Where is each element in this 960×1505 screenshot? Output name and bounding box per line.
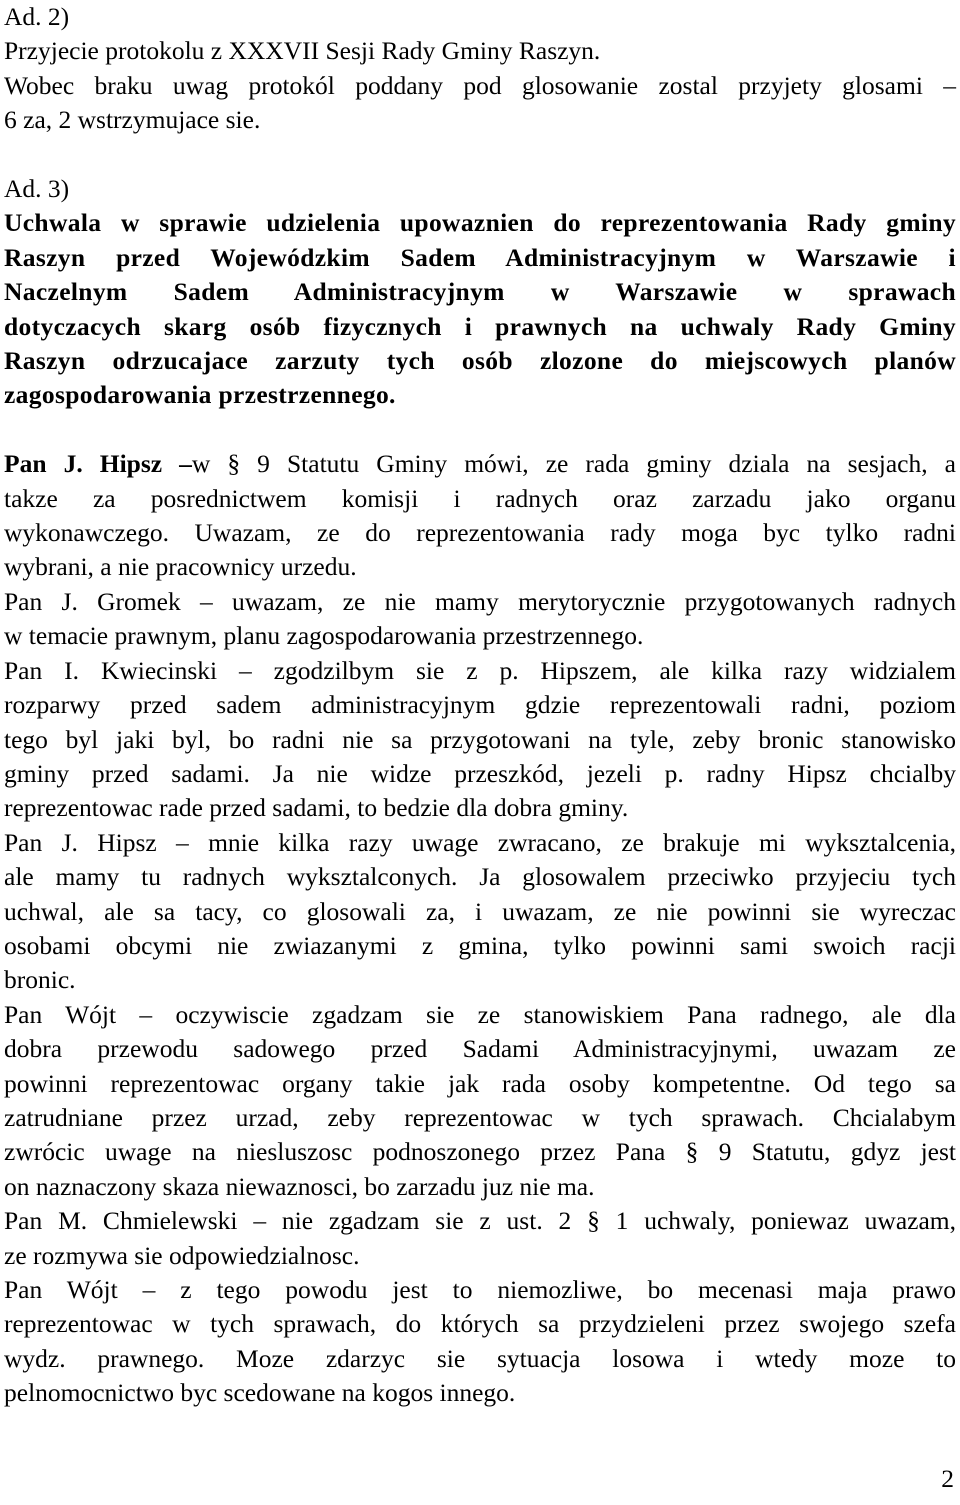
- discussion-line: Pan I. Kwiecinski – zgodzilbym sie z p. Hipszem, ale kilka razy widzialem: [4, 655, 956, 685]
- discussion-line: osobami obcymi nie zwiazanymi z gmina, tylko powinni sami swoich racji: [4, 930, 956, 960]
- section-3-heading: Ad. 3): [4, 174, 70, 204]
- discussion-line: Pan J. Gromek – uwazam, ze nie mamy merytorycznie przygotowanych radnych: [4, 586, 956, 616]
- paragraph-gap: [4, 413, 956, 447]
- discussion-line: ale mamy tu radnych wyksztalconych. Ja glosowalem przeciwko przyjeciu tych: [4, 862, 956, 892]
- speaker-name: Pan J. Hipsz: [4, 449, 163, 479]
- discussion-line: takze za posrednictwem komisji i radnych oraz zarzadu jako organu: [4, 483, 956, 513]
- discussion-line: wybrani, a nie pracownicy urzedu.: [4, 552, 357, 582]
- section-2-line-1: Przyjecie protokolu z XXXVII Sesji Rady Gminy Raszyn.: [4, 36, 601, 66]
- discussion-line: powinni reprezentowac organy takie jak rada osoby kompetentne. Od tego sa: [4, 1068, 956, 1098]
- page-number: 2: [941, 1464, 954, 1493]
- paragraph-gap: [4, 138, 956, 172]
- discussion-line: zatrudniane przez urzad, zeby reprezentowac w tych sprawach. Chcialabym: [4, 1102, 956, 1132]
- discussion-line: w temacie prawnym, planu zagospodarowania przestrzennego.: [4, 621, 644, 651]
- discussion-line: rozparwy przed sadem administracyjnym gdzie reprezentowali radni, poziom: [4, 690, 956, 720]
- discussion-line: tego byl jaki byl, bo radni nie sa przygotowani na tyle, zeby bronic stanowisko: [4, 724, 956, 754]
- section-2-heading: Ad. 2): [4, 2, 70, 31]
- discussion-line: Pan M. Chmielewski – nie zgadzam sie z ust. 2 § 1 uchwaly, poniewaz uwazam,: [4, 1206, 956, 1236]
- discussion-line: bronic.: [4, 965, 76, 995]
- discussion-line: Pan J. Hipsz – mnie kilka razy uwage zwracano, ze brakuje mi wyksztalcenia,: [4, 827, 956, 857]
- discussion-line: wydz. prawnego. Moze zdarzyc sie sytuacja losowa i wtedy moze to: [4, 1343, 956, 1373]
- discussion-line: zwrócic uwage na niesluszosc podnoszonego przez Pana § 9 Statutu, gdyz jest: [4, 1137, 956, 1167]
- discussion-line: reprezentowac rade przed sadami, to bedzie dla dobra gminy.: [4, 793, 629, 823]
- section-2-line-2: Wobec braku uwag protokól poddany pod glosowanie zostal przyjety glosami –: [4, 70, 956, 100]
- speaker-dash: –: [179, 449, 192, 479]
- discussion-line: pelnomocnictwo byc scedowane na kogos innego.: [4, 1378, 516, 1408]
- discussion-line: reprezentowac w tych sprawach, do których sa przydzieleni przez swojego szefa: [4, 1309, 956, 1339]
- discussion-line: wykonawczego. Uwazam, ze do reprezentowania rady moga byc tylko radni: [4, 518, 956, 548]
- discussion-line: dobra przewodu sadowego przed Sadami Administracyjnymi, uwazam ze: [4, 1034, 956, 1064]
- discussion-line: ze rozmywa sie odpowiedzialnosc.: [4, 1240, 360, 1270]
- discussion-line: on naznaczony skaza niewaznosci, bo zarzadu juz nie ma.: [4, 1171, 595, 1201]
- resolution-title-line-6: zagospodarowania przestrzennego.: [4, 380, 396, 410]
- discussion-line: Pan Wójt – oczywiscie zgadzam sie ze stanowiskiem Pana radnego, ale dla: [4, 999, 956, 1029]
- resolution-title-line-5: Raszyn odrzucajace zarzuty tych osób zlozone do miejscowych planów: [4, 346, 956, 376]
- discussion-first-line: [4, 447, 956, 481]
- resolution-title-line-1: Uchwala w sprawie udzielenia upowaznien do reprezentowania Rady gminy: [4, 208, 956, 238]
- resolution-title-line-2: Raszyn przed Wojewódzkim Sadem Administracyjnym w Warszawie i: [4, 242, 956, 272]
- discussion-line: uchwal, ale sa tacy, co glosowali za, i uwazam, ze nie powinni sie wyreczac: [4, 896, 956, 926]
- resolution-title-line-4: dotyczacych skarg osób fizycznych i prawnych na uchwaly Rady Gminy: [4, 311, 956, 341]
- section-2-line-3: 6 za, 2 wstrzymujace sie.: [4, 105, 261, 135]
- resolution-title-line-3: Naczelnym Sadem Administracyjnym w Warszawie w sprawach: [4, 277, 956, 307]
- first-line-text: w § 9 Statutu Gminy mówi, ze rada gminy dziala na sesjach, a: [191, 449, 956, 479]
- discussion-line: gminy przed sadami. Ja nie widze przeszkód, jezeli p. radny Hipsz chcialby: [4, 758, 956, 788]
- discussion-line: Pan Wójt – z tego powodu jest to niemozliwe, bo mecenasi maja prawo: [4, 1275, 956, 1304]
- document-page: [4, 0, 956, 1411]
